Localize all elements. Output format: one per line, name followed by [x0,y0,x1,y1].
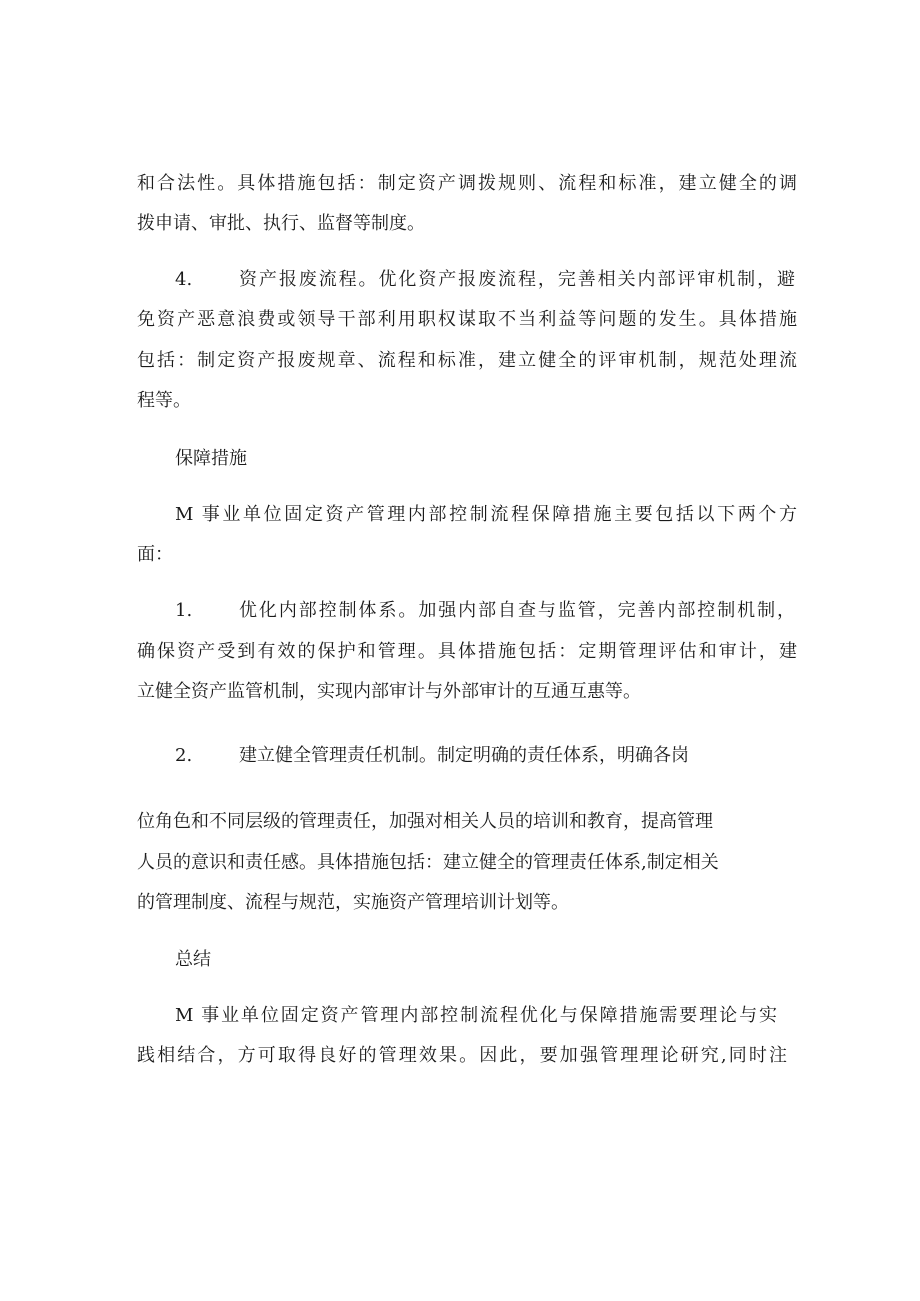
paragraph-line: 践相结合，方可取得良好的管理效果。因此，要加强管理理论研究,同时注 [137,1045,787,1066]
section-heading: 保障措施 [175,448,247,469]
paragraph-line: M 事业单位固定资产管理内部控制流程保障措施主要包括以下两个方 [175,504,797,525]
list-number: 4. [175,269,193,290]
list-item-2 [175,744,797,768]
paragraph-line: M 事业单位固定资产管理内部控制流程优化与保障措施需要理论与实 [175,1005,777,1026]
list-item-first-line: 优化内部控制体系。加强内部自查与监管，完善内部控制机制， [239,600,795,621]
list-number: 2. [175,745,193,766]
list-number: 1. [175,600,193,621]
paragraph-line: 拨申请、审批、执行、监督等制度。 [137,213,425,234]
paragraph-line: 面： [137,544,173,565]
paragraph-line: 人员的意识和责任感。具体措施包括：建立健全的管理责任体系,制定相关 [137,852,719,873]
section-heading: 总结 [175,949,211,970]
paragraph-line: 位角色和不同层级的管理责任，加强对相关人员的培训和教育，提高管理 [137,811,713,832]
paragraph-line: 和合法性。具体措施包括：制定资产调拨规则、流程和标准，建立健全的调 [137,173,797,194]
paragraph-line: 立健全资产监管机制，实现内部审计与外部审计的互通互惠等。 [137,681,641,702]
paragraph-line: 程等。 [137,390,191,411]
list-item-4 [175,268,797,292]
paragraph-line: 包括：制定资产报废规章、流程和标准，建立健全的评审机制，规范处理流 [137,350,797,371]
list-item-first-line: 建立健全管理责任机制。制定明确的责任体系，明确各岗 [239,745,689,766]
list-item-1 [175,599,797,623]
paragraph-line: 的管理制度、流程与规范，实施资产管理培训计划等。 [137,892,569,913]
paragraph-line: 确保资产受到有效的保护和管理。具体措施包括：定期管理评估和审计，建 [137,641,797,662]
paragraph-line: 免资产恶意浪费或领导干部利用职权谋取不当利益等问题的发生。具体措施 [137,309,797,330]
list-item-first-line: 资产报废流程。优化资产报废流程，完善相关内部评审机制，避 [239,269,795,290]
